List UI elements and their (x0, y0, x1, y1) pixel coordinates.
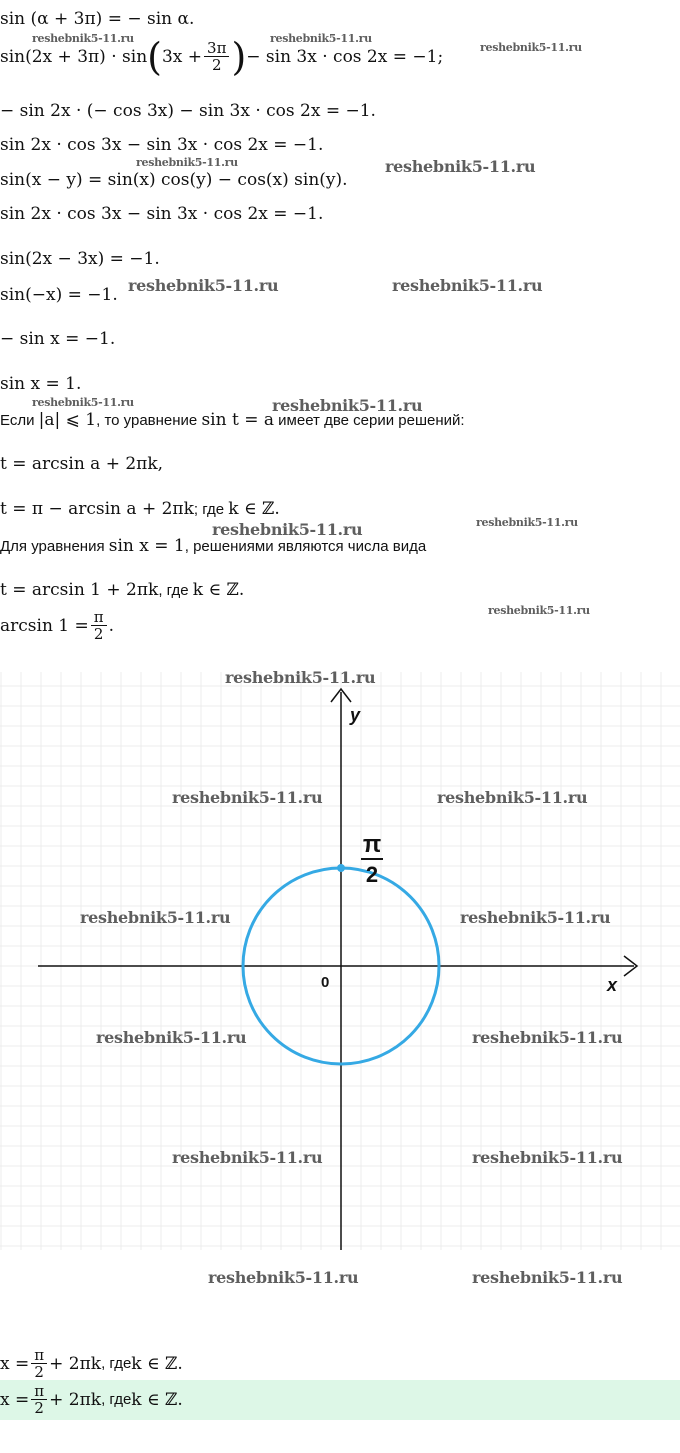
general-a: t = arcsin 1 + 2πk (0, 580, 159, 600)
step-6-text: − sin x = −1. (0, 329, 116, 349)
watermark: reshebnik5-11.ru (212, 520, 363, 539)
theory-b: |a| ⩽ 1 (38, 410, 97, 430)
eq-part-b: 3x + (161, 47, 203, 67)
watermark: reshebnik5-11.ru (437, 788, 588, 807)
equation-step-5 (0, 284, 118, 306)
watermark: reshebnik5-11.ru (385, 157, 536, 176)
fraction-num: π (31, 1384, 47, 1400)
watermark: reshebnik5-11.ru (208, 1268, 359, 1287)
final-answer-c: , где (101, 1391, 132, 1408)
fraction-den: 2 (34, 1363, 44, 1381)
series-2-b: ; где (193, 501, 229, 518)
equation-step-1 (0, 100, 376, 122)
particular-b: sin x = 1 (108, 536, 185, 556)
equation-step-4 (0, 248, 160, 270)
final-answer-line (0, 1380, 183, 1420)
fraction-pi-over-2 (31, 1348, 47, 1380)
fraction-pi-over-2 (31, 1384, 47, 1416)
watermark: reshebnik5-11.ru (488, 604, 590, 617)
watermark: reshebnik5-11.ru (392, 276, 543, 295)
step-5-text: sin(−x) = −1. (0, 285, 118, 305)
step-3-text: sin 2x · cos 3x − sin 3x · cos 2x = −1. (0, 204, 324, 224)
general-c: k ∈ ℤ. (192, 580, 245, 600)
x-axis-label: x (607, 975, 618, 995)
arcsin-a: arcsin 1 = (0, 616, 89, 636)
fraction-pi-over-2 (91, 610, 107, 642)
step-4-text: sin(2x − 3x) = −1. (0, 249, 160, 269)
point-label-num: π (362, 831, 382, 858)
fraction-num: 3π (204, 41, 229, 57)
fraction-num: π (31, 1348, 47, 1364)
series-2-a: t = π − arcsin a + 2πk (0, 499, 194, 519)
eq-part-a: sin(2x + 3π) · sin (0, 47, 148, 67)
watermark: reshebnik5-11.ru (225, 668, 376, 687)
series-2 (0, 498, 280, 521)
watermark: reshebnik5-11.ru (136, 156, 238, 169)
particular-a: Для уравнения (0, 538, 109, 555)
equation-step-6 (0, 328, 115, 350)
watermark: reshebnik5-11.ru (476, 516, 578, 529)
eq-part-c: − sin 3x · cos 2x = −1; (246, 47, 444, 67)
fraction-num: π (91, 610, 107, 626)
final-answer-b: + 2πk (49, 1390, 102, 1410)
watermark: reshebnik5-11.ru (270, 32, 372, 45)
watermark: reshebnik5-11.ru (32, 32, 134, 45)
step-7-text: sin x = 1. (0, 374, 82, 394)
watermark: reshebnik5-11.ru (272, 396, 423, 415)
watermark: reshebnik5-11.ru (480, 41, 582, 54)
fraction-3pi-over-2 (204, 41, 229, 73)
y-axis-label: y (350, 705, 361, 725)
watermark: reshebnik5-11.ru (460, 908, 611, 927)
watermark: reshebnik5-11.ru (172, 788, 323, 807)
series-2-c: k ∈ ℤ. (228, 499, 280, 519)
fraction-den: 2 (34, 1399, 44, 1417)
formula-reduction-text: sin (α + 3π) = − sin α. (0, 9, 195, 29)
watermark: reshebnik5-11.ru (80, 908, 231, 927)
series-1 (0, 453, 163, 475)
step-1-text: − sin 2x · (− cos 3x) − sin 3x · cos 2x = −1. (0, 101, 376, 121)
arcsin-b: . (108, 616, 115, 636)
sin-difference-text: sin(x − y) = sin(x) cos(y) − cos(x) sin(y). (0, 170, 348, 190)
general-solution (0, 579, 244, 602)
watermark: reshebnik5-11.ru (172, 1148, 323, 1167)
point-label-den: 2 (365, 862, 379, 887)
answer-d: k ∈ ℤ. (131, 1354, 183, 1374)
equation-step-3 (0, 203, 323, 225)
paren-open: ( (147, 35, 162, 79)
equation-step-2 (0, 134, 323, 156)
step-2-text: sin 2x · cos 3x − sin 3x · cos 2x = −1. (0, 135, 324, 155)
answer-b: + 2πk (49, 1354, 102, 1374)
origin-label: 0 (321, 974, 330, 991)
watermark: reshebnik5-11.ru (472, 1148, 623, 1167)
theory-e: имеет две серии решений: (274, 412, 465, 429)
theory-d: sin t = a (201, 410, 274, 430)
particular-c: , решениями являются числа вида (184, 538, 427, 555)
final-answer-a: x = (0, 1390, 30, 1410)
circle-point (337, 864, 345, 872)
equation-step-7 (0, 373, 81, 395)
general-b: , где (158, 582, 193, 599)
theory-a: Если (0, 412, 39, 429)
answer-c: , где (101, 1355, 132, 1372)
watermark: reshebnik5-11.ru (472, 1028, 623, 1047)
watermark: reshebnik5-11.ru (96, 1028, 247, 1047)
final-answer-d: k ∈ ℤ. (131, 1390, 183, 1410)
answer-a: x = (0, 1354, 30, 1374)
theory-c: , то уравнение (96, 412, 202, 429)
series-1-text: t = arcsin a + 2πk, (0, 454, 164, 474)
paren-close: ) (231, 35, 247, 79)
watermark: reshebnik5-11.ru (32, 396, 134, 409)
formula-reduction (0, 8, 194, 30)
arcsin-value (0, 604, 114, 648)
answer-line (0, 1343, 183, 1385)
watermark: reshebnik5-11.ru (128, 276, 279, 295)
fraction-den: 2 (211, 56, 222, 74)
fraction-den: 2 (93, 625, 104, 643)
watermark: reshebnik5-11.ru (472, 1268, 623, 1287)
formula-sin-difference (0, 169, 348, 191)
